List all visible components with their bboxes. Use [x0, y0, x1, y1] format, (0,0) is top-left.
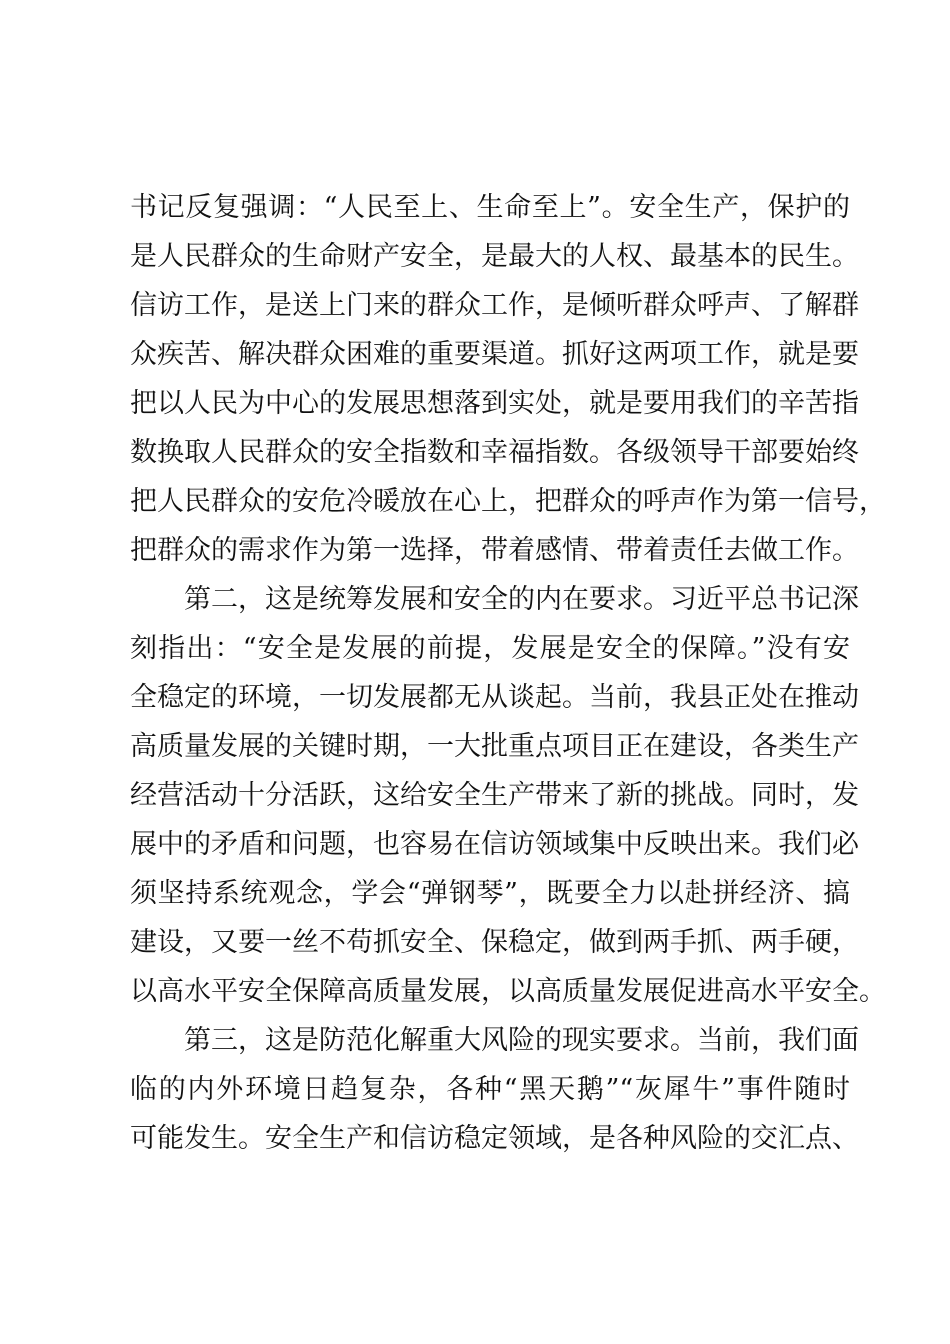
paragraph-2-line-3: 全稳定的环境，一切发展都无从谈起。当前，我县正处在推动 — [130, 682, 859, 713]
paragraph-3-line-3: 可能发生。安全生产和信访稳定领域，是各种风险的交汇点、 — [130, 1123, 859, 1154]
body-text — [130, 183, 886, 1163]
paragraph-3-line-2: 临的内外环境日趋复杂，各种“黑天鹅”“灰犀牛”事件随时 — [130, 1074, 850, 1105]
paragraph-2-line-8: 建设，又要一丝不苟抓安全、保稳定，做到两手抓、两手硬， — [130, 927, 859, 958]
paragraph-1-line-2: 是人民群众的生命财产安全，是最大的人权、最基本的民生。 — [130, 241, 859, 272]
paragraph-2-line-4: 高质量发展的关键时期，一大批重点项目正在建设，各类生产 — [130, 731, 859, 762]
paragraph-2-line-7: 须坚持系统观念，学会“弹钢琴”，既要全力以赴拼经济、搞 — [130, 878, 850, 909]
paragraph-1-line-6: 数换取人民群众的安全指数和幸福指数。各级领导干部要始终 — [130, 437, 859, 468]
paragraph-3-line-1: 第三，这是防范化解重大风险的现实要求。当前，我们面 — [130, 1025, 859, 1056]
paragraph-1-line-4: 众疾苦、解决群众困难的重要渠道。抓好这两项工作，就是要 — [130, 339, 859, 370]
paragraph-1-line-1: 书记反复强调：“人民至上、生命至上”。安全生产，保护的 — [130, 192, 850, 223]
paragraph-1-line-5: 把以人民为中心的发展思想落到实处，就是要用我们的辛苦指 — [130, 388, 859, 419]
paragraph-1-line-3: 信访工作，是送上门来的群众工作，是倾听群众呼声、了解群 — [130, 290, 859, 321]
paragraph-1-line-8: 把群众的需求作为第一选择，带着感情、带着责任去做工作。 — [130, 535, 859, 566]
paragraph-2-line-1: 第二，这是统筹发展和安全的内在要求。习近平总书记深 — [130, 584, 859, 615]
paragraph-2-line-5: 经营活动十分活跃，这给安全生产带来了新的挑战。同时，发 — [130, 780, 859, 811]
paragraph-1-line-7: 把人民群众的安危冷暖放在心上，把群众的呼声作为第一信号， — [130, 486, 886, 517]
paragraph-2-line-6: 展中的矛盾和问题，也容易在信访领域集中反映出来。我们必 — [130, 829, 859, 860]
paragraph-2-line-2: 刻指出：“安全是发展的前提，发展是安全的保障。”没有安 — [130, 633, 850, 664]
paragraph-2-line-9: 以高水平安全保障高质量发展，以高质量发展促进高水平安全。 — [130, 976, 886, 1007]
